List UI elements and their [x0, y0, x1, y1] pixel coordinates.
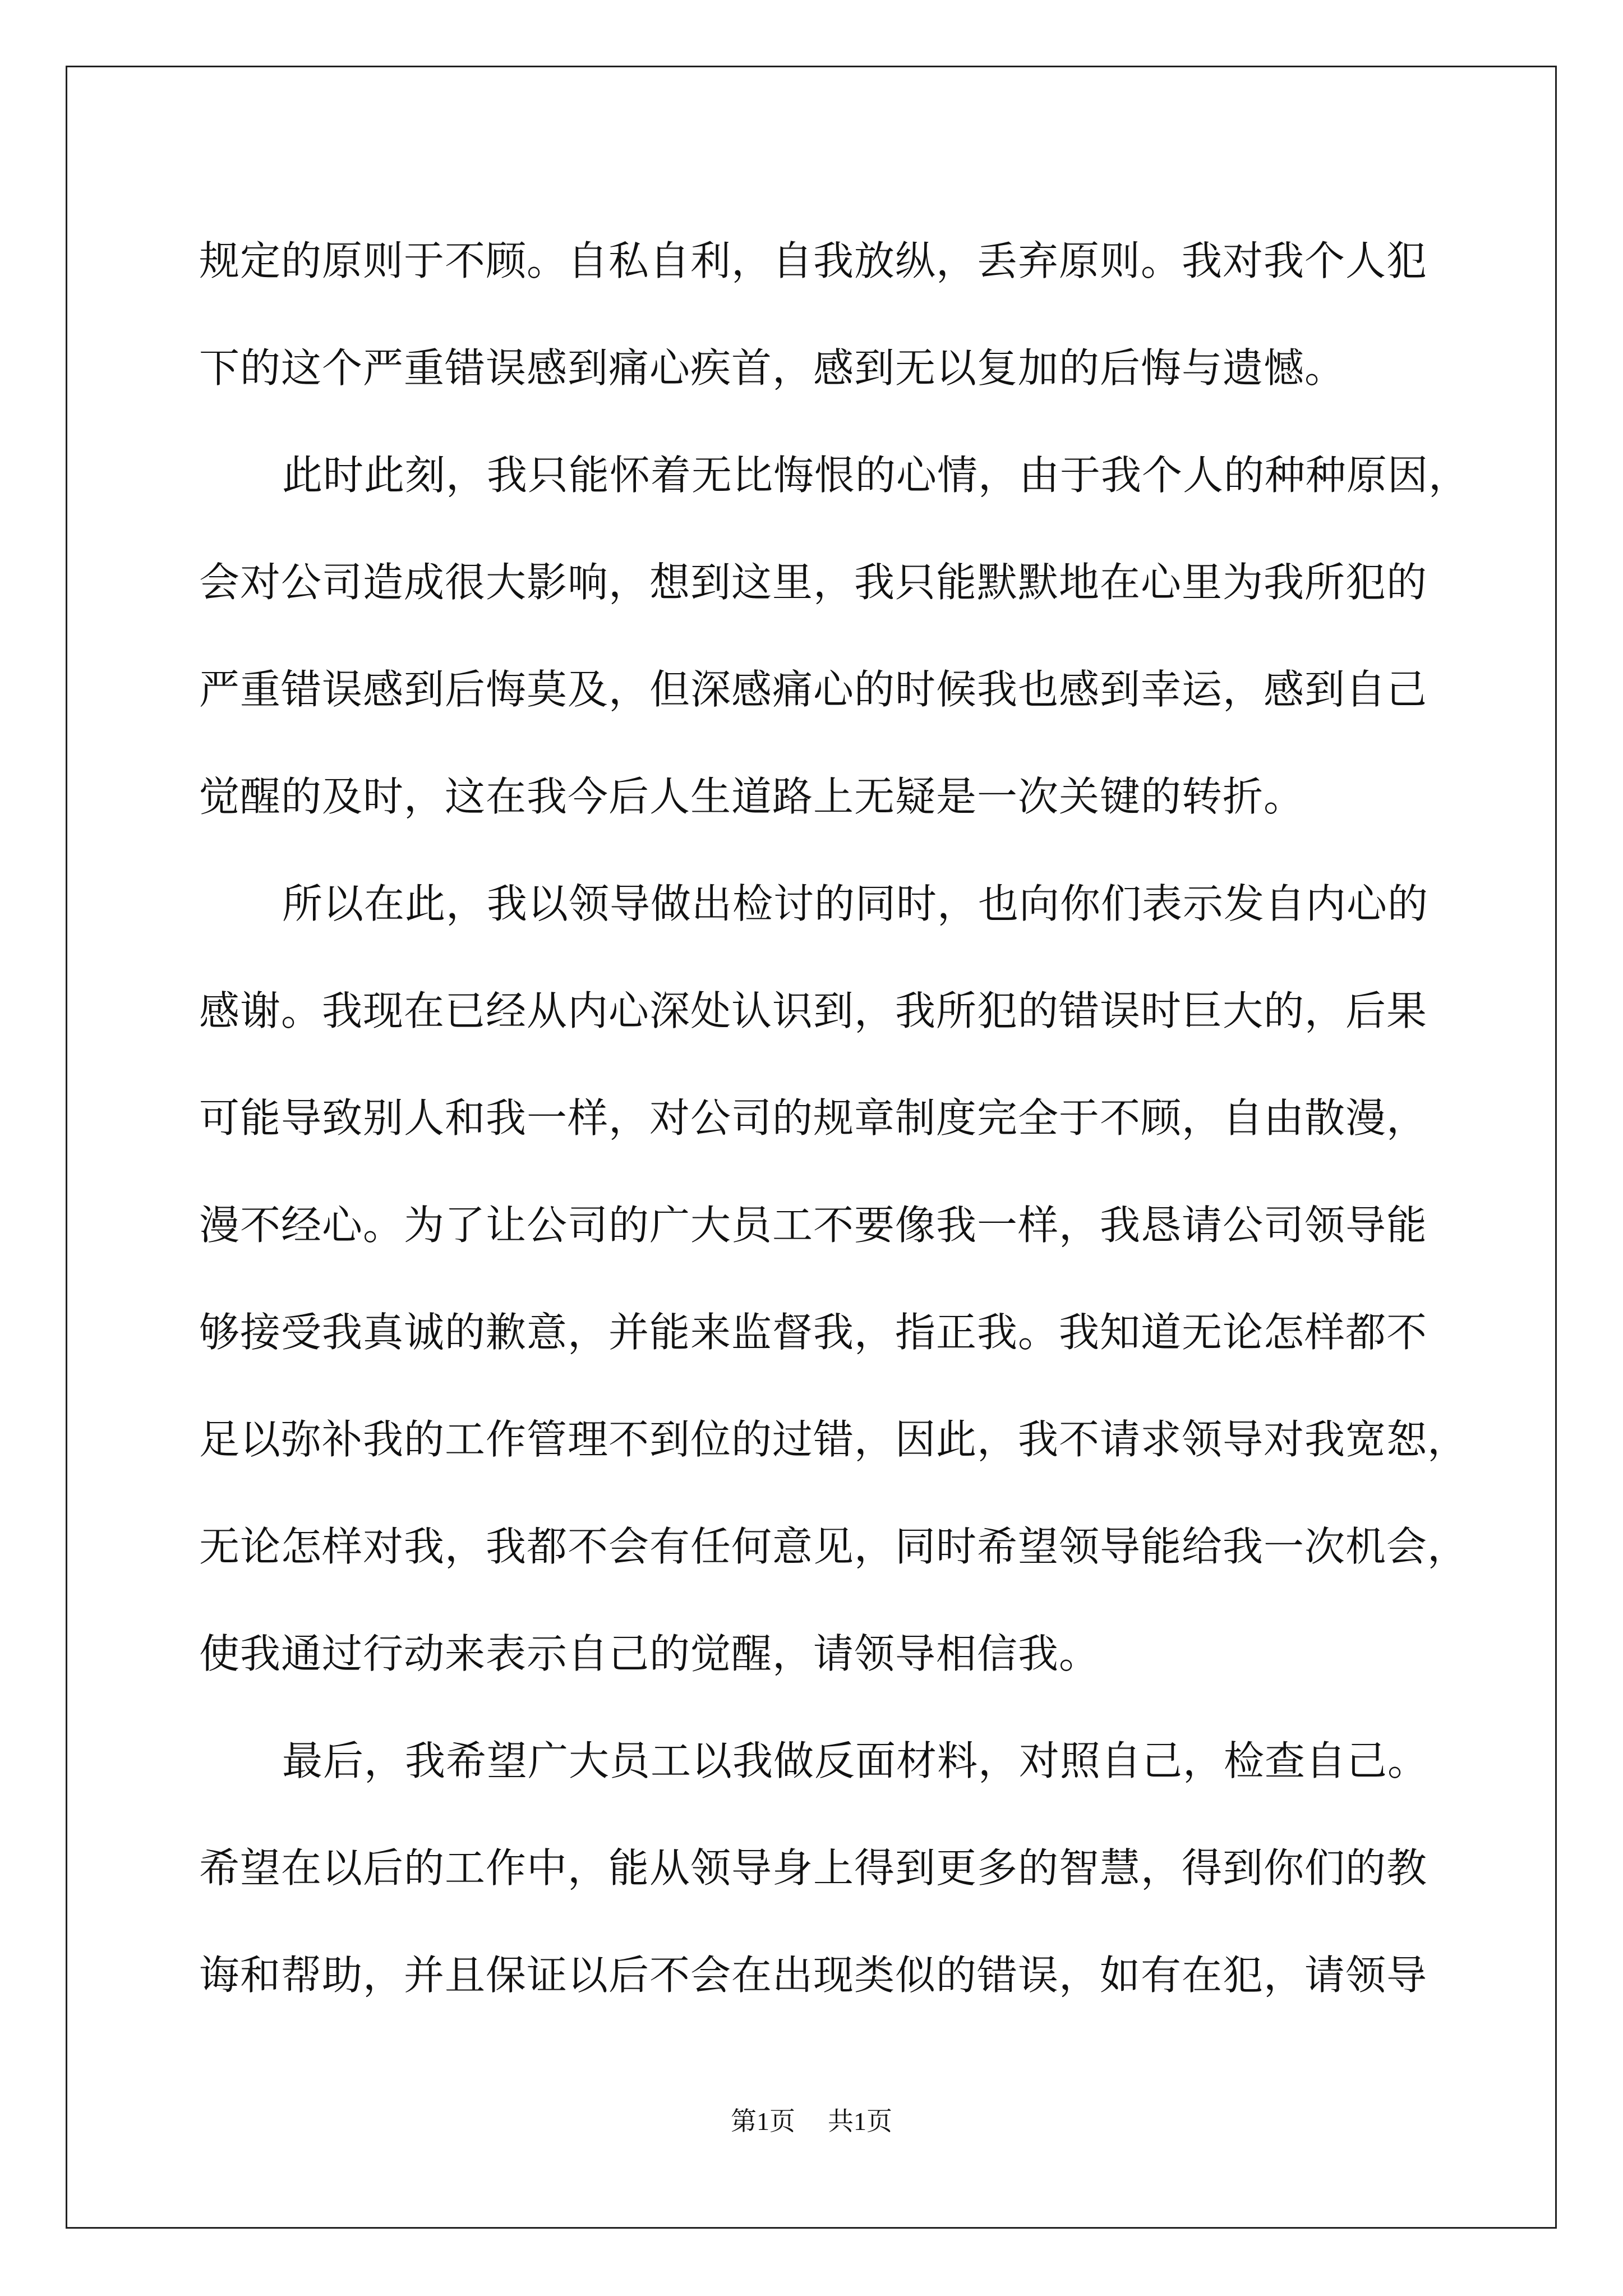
paragraph-line: 所以在此，我以领导做出检讨的同时，也向你们表示发自内心的 [282, 880, 1429, 927]
paragraph-line: 足以弥补我的工作管理不到位的过错，因此，我不请求领导对我宽恕， [199, 1416, 1469, 1463]
paragraph-line: 下的这个严重错误感到痛心疾首，感到无以复加的后悔与遗憾。 [199, 344, 1346, 392]
page-total: 共1页 [828, 2107, 892, 2136]
paragraph-line: 严重错误感到后悔莫及，但深感痛心的时候我也感到幸运，感到自己 [199, 666, 1428, 713]
page-footer [0, 2101, 1623, 2138]
paragraph-line: 觉醒的及时，这在我今后人生道路上无疑是一次关键的转折。 [199, 773, 1305, 820]
paragraph-line: 诲和帮助，并且保证以后不会在出现类似的错误，如有在犯，请领导 [199, 1952, 1428, 1999]
paragraph-line: 使我通过行动来表示自己的觉醒，请领导相信我。 [199, 1630, 1100, 1677]
paragraph-line: 漫不经心。为了让公司的广大员工不要像我一样，我恳请公司领导能 [199, 1202, 1428, 1249]
document-body [199, 208, 1470, 2029]
paragraph-line: 无论怎样对我，我都不会有任何意见，同时希望领导能给我一次机会， [199, 1523, 1469, 1570]
paragraph-line: 最后，我希望广大员工以我做反面材料，对照自己，检查自己。 [282, 1737, 1429, 1784]
paragraph-line: 可能导致别人和我一样，对公司的规章制度完全于不顾，自由散漫， [199, 1094, 1428, 1142]
paragraph-line: 规定的原则于不顾。自私自利，自我放纵，丢弃原则。我对我个人犯 [199, 237, 1428, 284]
paragraph-line: 够接受我真诚的歉意，并能来监督我，指正我。我知道无论怎样都不 [199, 1309, 1428, 1356]
paragraph-line: 会对公司造成很大影响，想到这里，我只能默默地在心里为我所犯的 [199, 559, 1428, 606]
paragraph-line: 希望在以后的工作中，能从领导身上得到更多的智慧，得到你们的教 [199, 1844, 1428, 1892]
paragraph-line: 此时此刻，我只能怀着无比悔恨的心情，由于我个人的种种原因， [282, 452, 1470, 499]
page-number: 第1页 [731, 2107, 795, 2136]
paragraph-line: 感谢。我现在已经从内心深处认识到，我所犯的错误时巨大的，后果 [199, 987, 1428, 1034]
